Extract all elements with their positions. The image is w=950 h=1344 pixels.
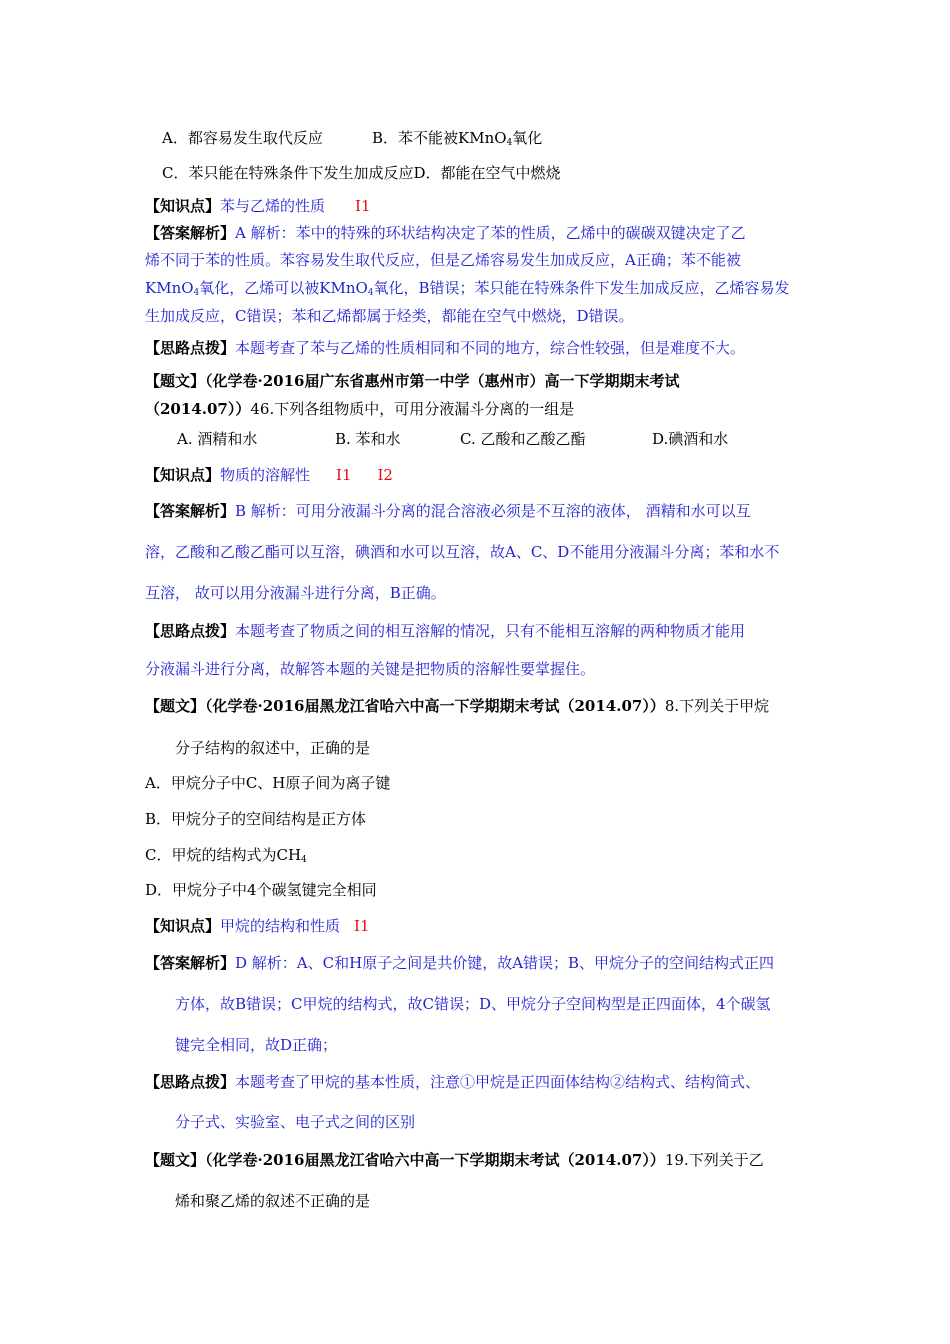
q1-tip — [145, 338, 745, 358]
q2-title-line-2 — [145, 399, 574, 419]
q1-tip-tag: 【思路点拨】 — [145, 339, 236, 357]
q1-answer-line-3 — [145, 278, 790, 298]
q1-answer-subscript-1: 4 — [193, 288, 200, 298]
q2-title-tag: 【题文】 — [145, 372, 206, 390]
q3-title-tag: 【题文】 — [145, 697, 206, 715]
q3-kp-text: 甲烷的结构和性质 — [220, 917, 341, 935]
q3-kp-tag: 【知识点】 — [145, 917, 221, 935]
q1-kp-code: I1 — [355, 197, 371, 215]
q2-option-b: B. 苯和水 — [335, 430, 401, 448]
q1-option-b-tail: 氧化 — [512, 129, 543, 147]
q2-option-d: D.碘酒和水 — [652, 430, 729, 448]
q2-tip-tag: 【思路点拨】 — [145, 622, 236, 640]
q3-answer-line-2: 方体，故B错误；C甲烷的结构式，故C错误；D、甲烷分子空间构型是正四面体，4个碳氢 — [175, 995, 771, 1013]
q3-answer-text-1: D 解析：A、C和H原子之间是共价键，故A错误；B、甲烷分子的空间结构式正四 — [235, 954, 775, 972]
q1-option-b-subscript: 4 — [506, 138, 513, 148]
q3-tip-line-2: 分子式、实验室、电子式之间的区别 — [175, 1113, 416, 1131]
q3-title-text-1a: （化学卷·2016届黑龙江省哈六中高一下学期期末考试（2014.07）） — [205, 697, 665, 715]
q1-kp-tag: 【知识点】 — [145, 197, 221, 215]
q3-tip-text-1: 本题考查了甲烷的基本性质，注意①甲烷是正四面体结构②结构式、结构简式、 — [235, 1073, 761, 1091]
q2-kp-code-2: I2 — [377, 466, 393, 484]
q1-answer-text-3a: KMnO — [145, 279, 194, 297]
q3-tip-tag: 【思路点拨】 — [145, 1073, 236, 1091]
q1-answer-text-1: A 解析：苯中的特殊的环状结构决定了苯的性质，乙烯中的碳碳双键决定了乙 — [235, 224, 746, 242]
q4-title-line-1 — [145, 1150, 764, 1170]
q3-tip-line-1 — [145, 1072, 760, 1092]
q3-title-line-1 — [145, 696, 769, 716]
q2-tip-text-1: 本题考查了物质之间的相互溶解的情况，只有不能相互溶解的两种物质才能用 — [235, 622, 746, 640]
q3-answer-line-3: 键完全相同，故D正确； — [175, 1036, 338, 1054]
q1-answer-line-1 — [145, 223, 746, 243]
q1-answer-tag: 【答案解析】 — [145, 224, 236, 242]
q2-answer-line-2: 溶，乙酸和乙酸乙酯可以互溶，碘酒和水可以互溶，故A、C、D不能用分液漏斗分离；苯和水不 — [145, 543, 780, 561]
q2-title-text-2a: （2014.07）） — [145, 400, 251, 418]
q1-answer-line-2: 烯不同于苯的性质。苯容易发生取代反应，但是乙烯容易发生加成反应，A正确；苯不能被 — [145, 251, 741, 269]
q2-knowledge-point — [145, 465, 393, 485]
q3-title-text-1b: 8.下列关于甲烷 — [664, 697, 770, 715]
q3-option-c-text: C．甲烷的结构式为CH — [145, 846, 302, 864]
q1-answer-text-3b: 氧化，乙烯可以被KMnO — [199, 279, 368, 297]
q1-kp-text: 苯与乙烯的性质 — [220, 197, 326, 215]
q1-option-a: A．都容易发生取代反应 — [162, 129, 323, 147]
q3-title-line-2: 分子结构的叙述中，正确的是 — [175, 739, 371, 757]
q2-answer-tag: 【答案解析】 — [145, 502, 236, 520]
q1-answer-line-4: 生加成反应，C错误；苯和乙烯都属于烃类，都能在空气中燃烧，D错误。 — [145, 307, 634, 325]
q2-title-text-1: （化学卷·2016届广东省惠州市第一中学（惠州市）高一下学期期末考试 — [205, 372, 680, 390]
q2-answer-text-1: B 解析：可用分液漏斗分离的混合溶液必须是不互溶的液体， 酒精和水可以互 — [235, 502, 751, 520]
q1-answer-text-3c: 氧化，B错误；苯只能在特殊条件下发生加成反应，乙烯容易发 — [373, 279, 790, 297]
q1-option-b — [372, 128, 542, 148]
q1-knowledge-point — [145, 196, 371, 216]
q3-knowledge-point — [145, 916, 370, 936]
q2-kp-text: 物质的溶解性 — [220, 466, 311, 484]
q3-option-b: B．甲烷分子的空间结构是正方体 — [145, 810, 367, 828]
q3-option-c-subscript: 4 — [301, 855, 307, 865]
q3-option-a: A．甲烷分子中C、H原子间为离子键 — [145, 774, 391, 792]
q2-option-c: C. 乙酸和乙酸乙酯 — [460, 430, 586, 448]
q2-kp-code-1: I1 — [336, 466, 352, 484]
q2-tip-line-1 — [145, 621, 745, 641]
q3-answer-line-1 — [145, 953, 774, 973]
q1-tip-text: 本题考查了苯与乙烯的性质相同和不同的地方，综合性较强，但是难度不大。 — [235, 339, 746, 357]
q2-kp-tag: 【知识点】 — [145, 466, 221, 484]
q3-option-c — [145, 845, 307, 865]
q1-answer-subscript-2: 4 — [367, 288, 374, 298]
q2-answer-line-3: 互溶， 故可以用分液漏斗进行分离，B正确。 — [145, 584, 446, 602]
q4-title-text-1a: （化学卷·2016届黑龙江省哈六中高一下学期期末考试（2014.07）） — [205, 1151, 665, 1169]
q2-title-line-1 — [145, 371, 680, 391]
q4-title-text-1b: 19.下列关于乙 — [664, 1151, 764, 1169]
q3-kp-code: I1 — [354, 917, 370, 935]
q2-title-text-2b: 46.下列各组物质中，可用分液漏斗分离的一组是 — [250, 400, 575, 418]
q1-option-cd: C．苯只能在特殊条件下发生加成反应D．都能在空气中燃烧 — [162, 164, 561, 182]
q3-answer-tag: 【答案解析】 — [145, 954, 236, 972]
q4-title-line-2: 烯和聚乙烯的叙述不正确的是 — [175, 1192, 371, 1210]
q2-tip-line-2: 分液漏斗进行分离，故解答本题的关键是把物质的溶解性要掌握住。 — [145, 660, 596, 678]
q2-option-a: A. 酒精和水 — [177, 430, 258, 448]
q2-answer-line-1 — [145, 501, 751, 521]
q4-title-tag: 【题文】 — [145, 1151, 206, 1169]
q3-option-d: D．甲烷分子中4个碳氢键完全相同 — [145, 881, 377, 899]
q1-option-b-text: B．苯不能被KMnO — [372, 129, 507, 147]
